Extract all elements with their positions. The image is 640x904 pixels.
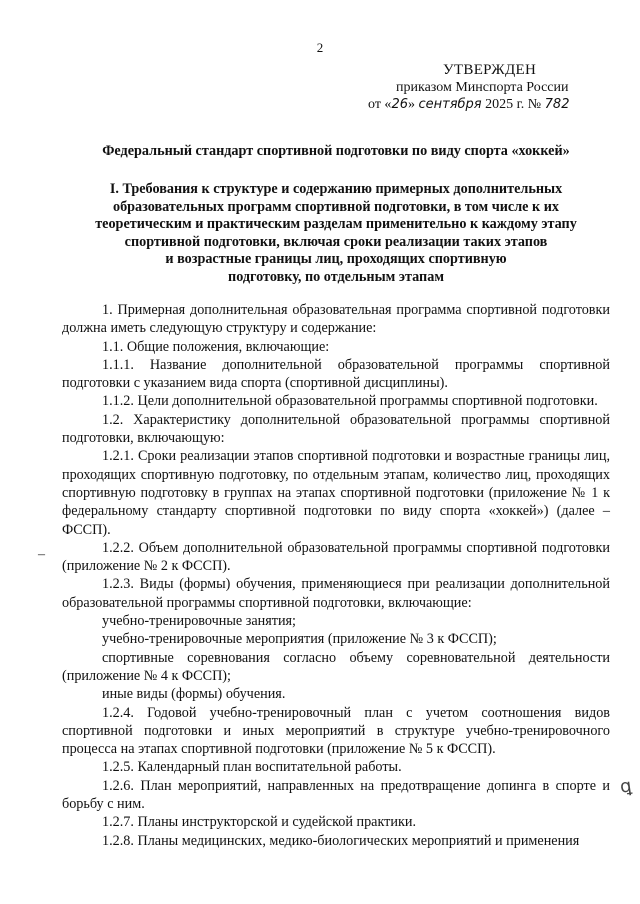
- section-heading-line: образовательных программ спортивной подготовки, в том числе к их: [112, 198, 559, 215]
- list-item: учебно-тренировочные мероприятия (приложение № 3 к ФССП);: [102, 631, 497, 648]
- date-prefix: от «: [368, 97, 392, 112]
- order-number-handwritten: 782: [544, 97, 570, 112]
- date-year: 2025 г. №: [481, 97, 545, 112]
- date-month-handwritten: сентября: [418, 97, 482, 112]
- approval-order: приказом Минспорта России: [396, 80, 569, 95]
- paragraph-1-1: 1.1. Общие положения, включающие:: [102, 338, 330, 355]
- list-item: спортивные соревнования согласно объему соревновательной деятельности (приложение № 4 к ФССП);: [62, 649, 610, 684]
- page-number: 2: [316, 40, 324, 55]
- paragraph-1: 1. Примерная дополнительная образовательная программа спортивной подготовки должна иметь следующую структуру и содержание:: [62, 302, 610, 337]
- approval-stamp: [0, 0, 640, 120]
- section-heading: [62, 181, 610, 286]
- section-heading-line: I. Требования к структуре и содержанию примерных дополнительных: [109, 181, 563, 197]
- approval-title: УТВЕРЖДЕН: [443, 62, 537, 78]
- paragraph-1-2-7: 1.2.7. Планы инструкторской и судейской практики.: [102, 814, 416, 831]
- date-mid: »: [407, 97, 419, 112]
- approval-date-line: [368, 97, 569, 113]
- paragraph-1-1-1: 1.1.1. Название дополнительной образовательной программы спортивной подготовки с указанием вида спорта (спортивной дисциплины).: [62, 356, 610, 392]
- paragraph-1-2-8: 1.2.8. Планы медицинских, медико-биологических мероприятий и применения: [102, 832, 580, 849]
- paragraph-1-2-4: 1.2.4. Годовой учебно-тренировочный план с учетом соотношения видов спортивной подготовки и иных мероприятий в структуре учебно-тренировочного процесса на этапах спортивной подготовки (приложение № 5 к ФССП).: [62, 704, 610, 758]
- margin-dash-mark: –: [38, 547, 45, 562]
- section-heading-line: и возрастные границы лиц, проходящих спортивную: [165, 251, 507, 267]
- date-day-handwritten: 26: [391, 97, 408, 112]
- document-body: [62, 301, 610, 850]
- paragraph-1-2-3: 1.2.3. Виды (формы) обучения, применяющиеся при реализации дополнительной образовательной программы спортивной подготовки, включающие:: [62, 576, 610, 611]
- list-item: иные виды (формы) обучения.: [102, 686, 286, 703]
- section-heading-line: подготовку, по отдельным этапам: [228, 268, 444, 285]
- paragraph-1-2-1: 1.2.1. Сроки реализации этапов спортивной подготовки и возрастные границы лиц, проходящих спортивную подготовку, по отдельным этапам, количество лиц, проходящих спортивную подготовку в группах на этапах спортивной подготовки (приложение № 1 к федеральному стандарту спортивной подготовки по виду спорта «хоккей») (далее – ФССП).: [62, 448, 610, 538]
- document-title: Федеральный стандарт спортивной подготовки по виду спорта «хоккей»: [102, 143, 570, 159]
- paragraph-1-2-5: 1.2.5. Календарный план воспитательной работы.: [102, 759, 402, 776]
- paragraph-1-2-2: 1.2.2. Объем дополнительной образовательной программы спортивной подготовки (приложение № 2 к ФССП).: [62, 539, 610, 575]
- margin-handwritten-mark: ꝗ: [618, 775, 633, 798]
- paragraph-1-2: 1.2. Характеристику дополнительной образовательной программы спортивной подготовки, включающую:: [62, 411, 610, 447]
- paragraph-1-2-6: 1.2.6. План мероприятий, направленных на предотвращение допинга в спорте и борьбу с ним.: [62, 777, 610, 813]
- paragraph-1-1-2: 1.1.2. Цели дополнительной образовательной программы спортивной подготовки.: [102, 393, 598, 410]
- section-heading-line: теоретическим и практическим разделам применительно к каждому этапу: [95, 216, 577, 232]
- section-heading-line: спортивной подготовки, включая сроки реализации таких этапов: [124, 233, 548, 250]
- list-item: учебно-тренировочные занятия;: [102, 613, 297, 630]
